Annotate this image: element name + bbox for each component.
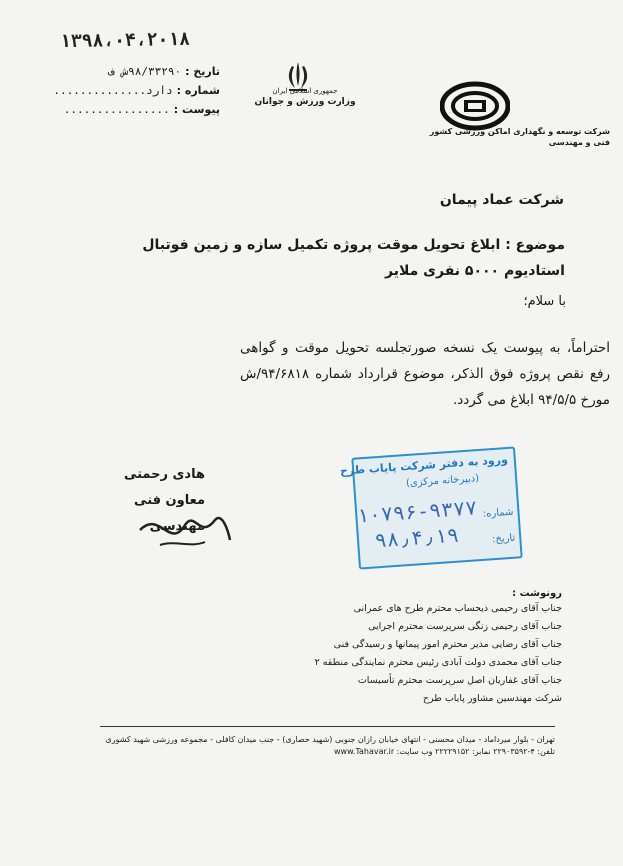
company-name-line2: فنی و مهندسی <box>548 138 610 147</box>
ministry-top: جمهوری اسلامی ایران <box>272 87 338 95</box>
company-logo-icon <box>440 80 510 132</box>
cc-item: شرکت مهندسین مشاور پایاب طرح <box>422 693 562 704</box>
recipient: شرکت عماد پیمان <box>439 192 564 208</box>
meta-date <box>70 62 220 81</box>
meta-number-value: دارد.............. <box>53 84 173 97</box>
meta-date-label: تاریخ : <box>185 65 220 78</box>
cc-item: جناب آقای رحیمی زنگی سرپرست محترم اجرایی <box>368 621 562 632</box>
cc-item: جناب آقای رحیمی ذیحساب محترم طرح های عمرانی <box>353 603 562 614</box>
meta-attachment <box>63 100 220 119</box>
subject-line1: موضوع : ابلاغ تحویل موقت پروژه تکمیل سازه و زمین فوتبال <box>142 237 565 253</box>
subject-line2: استادیوم ۵۰۰۰ نفری ملایر <box>385 263 565 279</box>
ministry-name: وزارت ورزش و جوانان <box>254 97 356 107</box>
body-paragraph: احتراماً، به پیوست یک نسخه صورتجلسه تحویل موقت و گواهی رفع نقص پروژه فوق الذکر، موضوع قرارداد شماره ۹۴/۶۸۱۸/ش مورخ ۹۴/۵/۵ ابلاغ می گردد. <box>240 340 610 408</box>
meta-attachment-value: ................ <box>63 103 170 116</box>
footer-address: تهران - بلوار میرداماد - میدان محسنی - انتهای خیابان رازان جنوبی (شهید حصاری) - جنب میدان کافلی - مجموعه ورزشی شهید کشوری <box>105 735 555 744</box>
signer-name: هادی رحمتی <box>123 467 205 482</box>
meta-date-value: ۹۸/۳۳۲۹۰ش ف <box>108 65 182 78</box>
cc-list <box>260 600 562 708</box>
cc-item: جناب آقای محمدی دولت آبادی رئیس محترم نمایندگی منطقه ۲ <box>314 657 562 668</box>
handwritten-signature-icon <box>130 500 240 560</box>
stamp-date-label: تاریخ: <box>491 532 516 546</box>
handwritten-date: ۱۳۹۸،۰۴،۲۰۱۸ <box>59 28 191 53</box>
cc-item: جناب آقای رضایی مدیر محترم امور پیمانها و رسیدگی فنی <box>333 639 562 650</box>
footer <box>105 734 555 758</box>
stamp-number-value: ۱۰۷۹۶-۹۳۷۷ <box>356 495 478 528</box>
greeting: با سلام؛ <box>523 294 566 309</box>
company-name-line1: شرکت توسعه و نگهداری اماکن ورزشی کشور <box>429 127 610 136</box>
meta-number-label: شماره : <box>176 84 220 97</box>
footer-divider <box>100 726 555 727</box>
footer-contact: تلفن: ۴-۲۲۹۰۳۵۹۲ نمابر: ۲۲۲۲۹۱۵۲ وب سایت: www.Tahavar.ir <box>334 747 555 756</box>
cc-title: رونوشت : <box>512 588 562 599</box>
company-name <box>420 126 610 148</box>
stamp-subtitle: (دبیرخانه مرکزی) <box>405 473 480 490</box>
meta-number <box>53 81 220 100</box>
subject <box>140 232 565 284</box>
stamp-title: ورود به دفتر شرکت پایاب طرح <box>339 452 509 478</box>
stamp-date-value: ۹۸٫۴٫۱۹ <box>373 522 460 553</box>
signer-title: معاون فنی مهندسی <box>134 493 205 534</box>
stamp-number-label: شماره: <box>482 506 514 520</box>
cc-item: جناب آقای غفاریان اصل سرپرست محترم تأسیسات <box>357 675 562 686</box>
received-stamp <box>339 446 522 569</box>
letter-meta <box>53 62 220 119</box>
meta-attachment-label: پیوست : <box>173 103 220 116</box>
ministry-block <box>245 86 365 108</box>
